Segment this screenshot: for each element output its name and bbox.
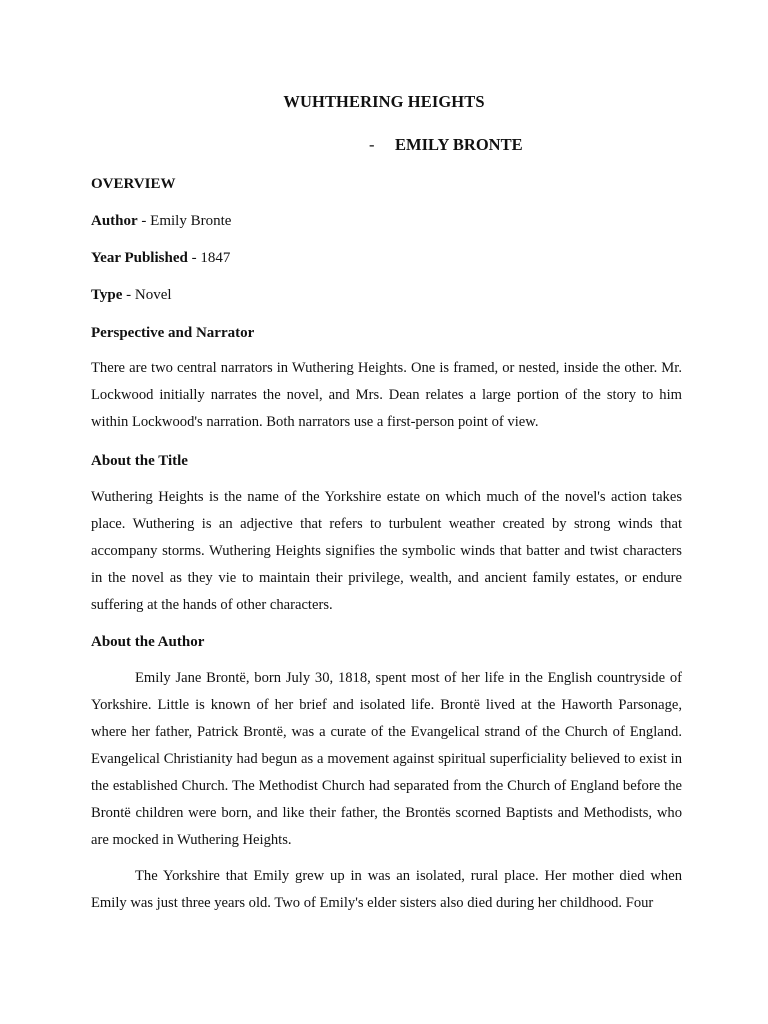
author-value: Emily Bronte: [150, 213, 232, 229]
year-value: 1847: [200, 250, 231, 266]
type-line: [91, 286, 691, 304]
perspective-heading: Perspective and Narrator: [91, 325, 255, 341]
year-sep: -: [187, 250, 201, 266]
author-key: Author: [91, 213, 138, 229]
about-author-paragraph-2: The Yorkshire that Emily grew up in was an isolated, rural place. Her mother died when Emily was just three years old. Two of Emily's elder sisters also died during her childhood. Four: [91, 868, 682, 911]
document-title: WUHTHERING HEIGHTS: [283, 92, 485, 111]
year-key: Year Published: [91, 250, 188, 266]
overview-heading: OVERVIEW: [91, 176, 176, 192]
about-title-paragraph: Wuthering Heights is the name of the Yorkshire estate on which much of the novel's action takes place. Wuthering is an adjective that refers to turbulent weather created by strong winds that accompany storms. Wuthering Heights signifies the symbolic winds that batter and twist characters in the novel as they vie to maintain their privilege, wealth, and ancient family estates, or endure suffering at the hands of other characters.: [91, 489, 682, 613]
type-sep: -: [122, 287, 135, 303]
author-sep: -: [137, 213, 151, 229]
subtitle-dash: -: [369, 135, 375, 154]
type-value: Novel: [134, 287, 172, 303]
perspective-paragraph: There are two central narrators in Wuthering Heights. One is framed, or nested, inside the other. Mr. Lockwood initially narrates the novel, and Mrs. Dean relates a large portion of the story to him within Lockwood's narration. Both narrators use a first-person point of view.: [91, 360, 682, 430]
author-line: [91, 212, 691, 230]
type-key: Type: [91, 287, 123, 303]
about-author-paragraph-1: Emily Jane Brontë, born July 30, 1818, spent most of her life in the English countryside of Yorkshire. Little is known of her brief and isolated life. Brontë lived at the Haworth Parsonage, where her father, Patrick Brontë, was a curate of the Evangelical strand of the Church of England. Evangelical Christianity had begun as a movement against spiritual superficiality believed to exist in the established Church. The Methodist Church had separated from the Church of England before the Brontë children were born, and like their father, the Brontës scorned Baptists and Methodists, who are mocked in Wuthering Heights.: [91, 670, 682, 848]
document-subtitle: [369, 135, 523, 155]
about-title-heading: About the Title: [91, 453, 188, 469]
subtitle-author: EMILY BRONTE: [395, 135, 523, 154]
about-author-heading: About the Author: [91, 634, 205, 650]
year-line: [91, 249, 691, 267]
